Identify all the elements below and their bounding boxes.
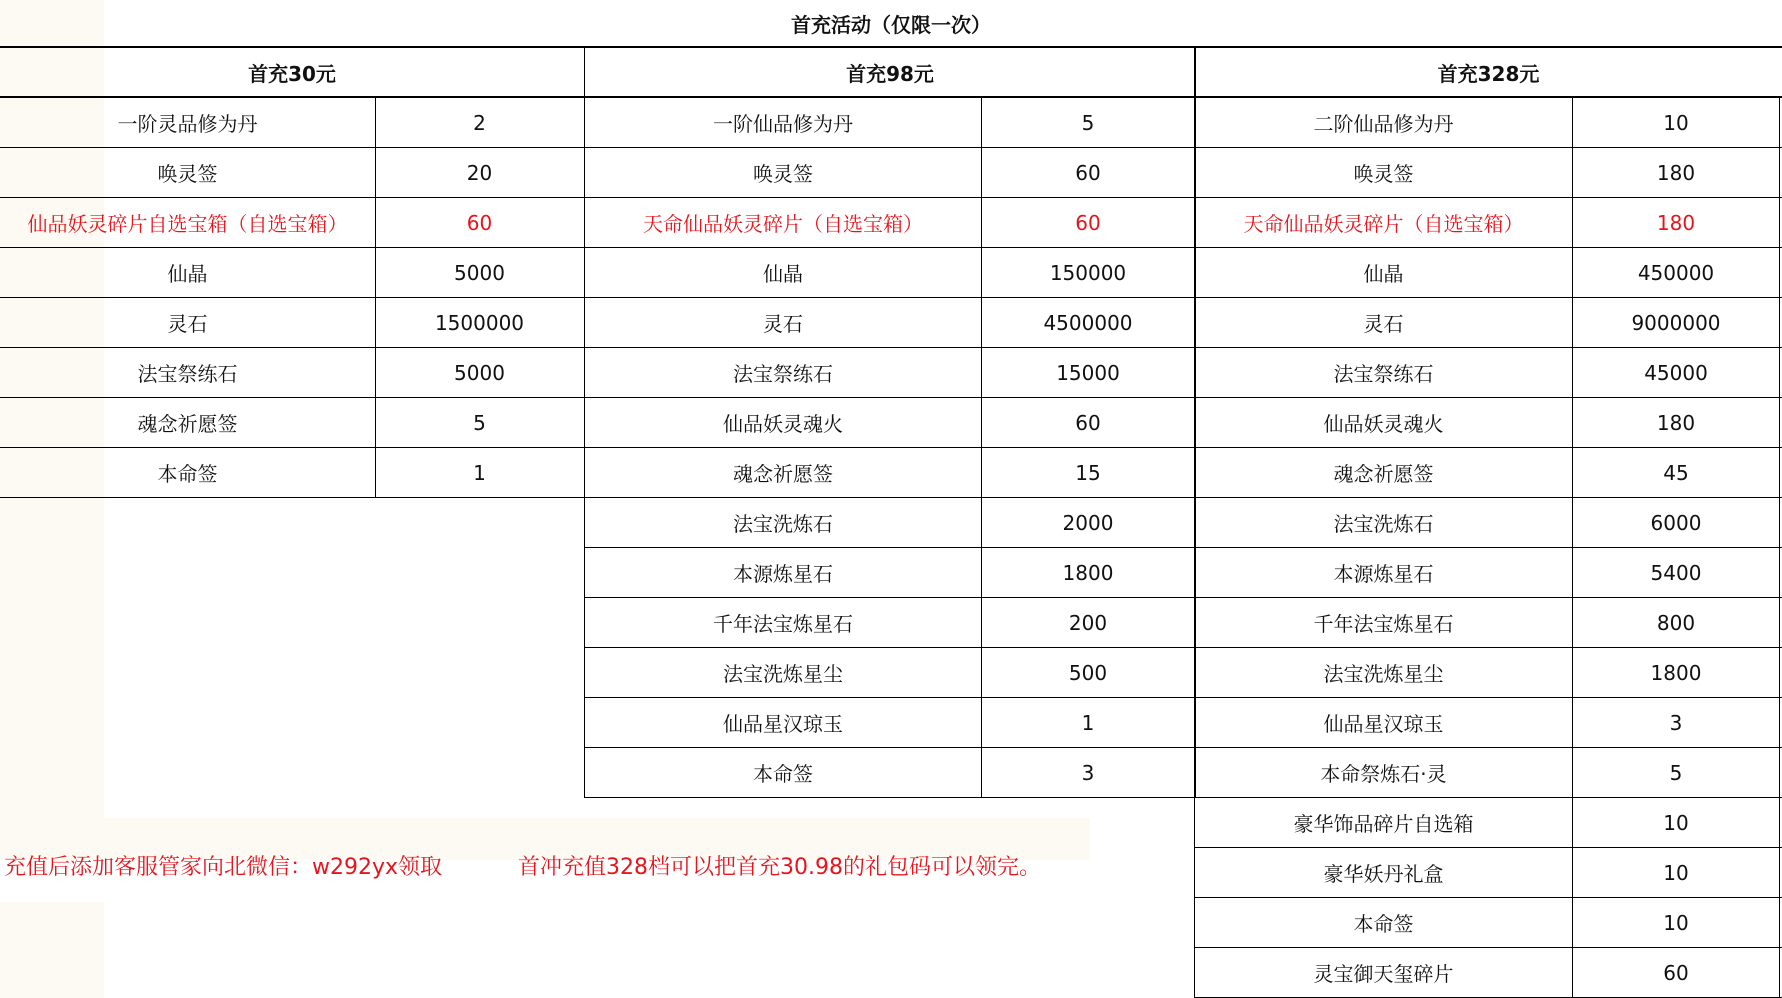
table-row <box>1195 248 1782 298</box>
table-row <box>0 198 584 248</box>
tier-header: 首充30元 <box>0 48 584 98</box>
item-name: 仙晶 <box>585 248 982 297</box>
item-name: 魂念祈愿签 <box>0 398 376 447</box>
item-name: 唤灵签 <box>1195 148 1573 197</box>
table-row <box>1195 298 1782 348</box>
item-quantity: 800 <box>1573 598 1780 647</box>
table-row <box>1195 748 1782 798</box>
item-name: 法宝祭练石 <box>1195 348 1573 397</box>
item-quantity: 3 <box>1573 698 1780 747</box>
item-name: 灵石 <box>0 298 376 347</box>
item-quantity: 45000 <box>1573 348 1780 397</box>
item-name: 法宝洗炼星尘 <box>1195 648 1573 697</box>
item-quantity: 10 <box>1573 98 1780 147</box>
item-name: 本命祭炼石·灵 <box>1195 748 1573 797</box>
table-row <box>0 398 584 448</box>
item-name: 一阶灵品修为丹 <box>0 98 376 147</box>
item-quantity: 180 <box>1573 198 1780 247</box>
table-row <box>1195 648 1782 698</box>
table-row <box>1195 798 1782 848</box>
item-name: 豪华饰品碎片自选箱 <box>1195 798 1573 847</box>
item-name: 灵石 <box>585 298 982 347</box>
tier-item-list <box>585 98 1195 798</box>
item-name: 千年法宝炼星石 <box>585 598 982 647</box>
tier-header: 首充98元 <box>585 48 1195 98</box>
tier-column-30 <box>0 48 585 498</box>
sheet-title: 首充活动（仅限一次） <box>0 0 1782 48</box>
table-row <box>1195 148 1782 198</box>
table-row <box>585 548 1195 598</box>
item-quantity: 10 <box>1573 798 1780 847</box>
item-name: 仙品星汉琼玉 <box>1195 698 1573 747</box>
item-quantity: 5 <box>1573 748 1780 797</box>
item-name: 豪华妖丹礼盒 <box>1195 848 1573 897</box>
item-name: 天命仙品妖灵碎片（自选宝箱） <box>585 198 982 247</box>
item-quantity: 180 <box>1573 148 1780 197</box>
item-quantity: 150000 <box>1049 260 1127 285</box>
item-name: 本命签 <box>0 448 376 497</box>
table-row <box>1195 898 1782 948</box>
item-name: 二阶仙品修为丹 <box>1195 98 1573 147</box>
table-row <box>1195 598 1782 648</box>
table-row <box>585 348 1195 398</box>
tier-item-list <box>0 98 584 498</box>
item-quantity: 5000 <box>454 360 505 385</box>
table-row <box>0 348 584 398</box>
table-row <box>585 598 1195 648</box>
table-row <box>585 748 1195 798</box>
item-name: 本源炼星石 <box>1195 548 1573 597</box>
item-name: 灵石 <box>1195 298 1573 347</box>
item-quantity: 1 <box>1081 710 1095 735</box>
item-name: 本命签 <box>1195 898 1573 947</box>
item-quantity: 60 <box>1075 410 1101 435</box>
item-name: 法宝祭练石 <box>585 348 982 397</box>
table-row <box>1195 198 1782 248</box>
item-name: 仙晶 <box>0 248 376 297</box>
item-quantity: 10 <box>1573 848 1780 897</box>
table-row <box>1195 98 1782 148</box>
item-quantity: 5 <box>473 410 486 435</box>
item-quantity: 2 <box>473 110 486 135</box>
item-quantity: 15 <box>1075 460 1101 485</box>
table-row <box>585 698 1195 748</box>
table-row <box>585 398 1195 448</box>
contact-note: 充值后添加客服管家向北微信：w292yx领取 <box>4 855 443 880</box>
item-name: 仙品妖灵魂火 <box>585 398 982 447</box>
item-name: 本源炼星石 <box>585 548 982 597</box>
tip-note: 首冲充值328档可以把首充30.98的礼包码可以领完。 <box>518 855 1041 880</box>
table-row <box>1195 698 1782 748</box>
item-name: 法宝洗炼星尘 <box>585 648 982 697</box>
table-row <box>1195 348 1782 398</box>
item-quantity: 45 <box>1573 448 1780 497</box>
item-quantity: 60 <box>1075 210 1101 235</box>
table-row <box>0 248 584 298</box>
item-name: 魂念祈愿签 <box>1195 448 1573 497</box>
table-row <box>585 298 1195 348</box>
item-name: 一阶仙品修为丹 <box>585 98 982 147</box>
item-name: 仙品星汉琼玉 <box>585 698 982 747</box>
table-row <box>1195 448 1782 498</box>
item-quantity: 1800 <box>1062 560 1114 585</box>
tier-item-list <box>1195 98 1782 998</box>
item-name: 法宝洗炼石 <box>585 498 982 547</box>
item-name: 仙品妖灵碎片自选宝箱（自选宝箱） <box>0 198 376 247</box>
item-name: 本命签 <box>585 748 982 797</box>
table-row <box>1195 548 1782 598</box>
item-name: 唤灵签 <box>585 148 982 197</box>
table-row <box>585 198 1195 248</box>
tier-column-98 <box>584 48 1196 798</box>
table-row <box>585 448 1195 498</box>
item-quantity: 10 <box>1573 898 1780 947</box>
item-name: 魂念祈愿签 <box>585 448 982 497</box>
item-quantity: 60 <box>1075 160 1101 185</box>
table-row <box>0 298 584 348</box>
item-name: 唤灵签 <box>0 148 376 197</box>
item-quantity: 450000 <box>1573 248 1780 297</box>
table-row <box>0 148 584 198</box>
table-row <box>585 98 1195 148</box>
item-quantity: 20 <box>466 160 493 185</box>
item-quantity: 5000 <box>454 260 505 285</box>
item-name: 仙晶 <box>1195 248 1573 297</box>
item-name: 灵宝御天玺碎片 <box>1195 948 1573 997</box>
item-name: 千年法宝炼星石 <box>1195 598 1573 647</box>
item-quantity: 15000 <box>1056 360 1120 385</box>
item-quantity: 200 <box>1068 610 1108 635</box>
item-name: 天命仙品妖灵碎片（自选宝箱） <box>1195 198 1573 247</box>
table-row <box>585 648 1195 698</box>
table-row <box>0 448 584 498</box>
table-row <box>0 98 584 148</box>
item-quantity: 4500000 <box>1043 310 1133 335</box>
item-quantity: 5 <box>1081 110 1095 135</box>
item-quantity: 1500000 <box>434 310 525 335</box>
item-name: 仙品妖灵魂火 <box>1195 398 1573 447</box>
item-quantity: 60 <box>466 210 493 235</box>
item-name: 法宝洗炼石 <box>1195 498 1573 547</box>
item-quantity: 5400 <box>1573 548 1780 597</box>
item-quantity: 500 <box>1068 660 1108 685</box>
item-quantity: 1 <box>473 460 486 485</box>
item-quantity: 9000000 <box>1573 298 1780 347</box>
item-quantity: 2000 <box>1062 510 1114 535</box>
tier-header: 首充328元 <box>1195 48 1782 98</box>
table-row <box>1195 398 1782 448</box>
item-quantity: 3 <box>1081 760 1095 785</box>
item-name: 法宝祭练石 <box>0 348 376 397</box>
table-row <box>585 148 1195 198</box>
item-quantity: 6000 <box>1573 498 1780 547</box>
table-row <box>1195 948 1782 998</box>
table-row <box>1195 848 1782 898</box>
item-quantity: 1800 <box>1573 648 1780 697</box>
table-row <box>585 498 1195 548</box>
table-row <box>585 248 1195 298</box>
table-row <box>1195 498 1782 548</box>
item-quantity: 180 <box>1573 398 1780 447</box>
tier-column-328 <box>1194 48 1782 998</box>
item-quantity: 60 <box>1573 948 1780 997</box>
